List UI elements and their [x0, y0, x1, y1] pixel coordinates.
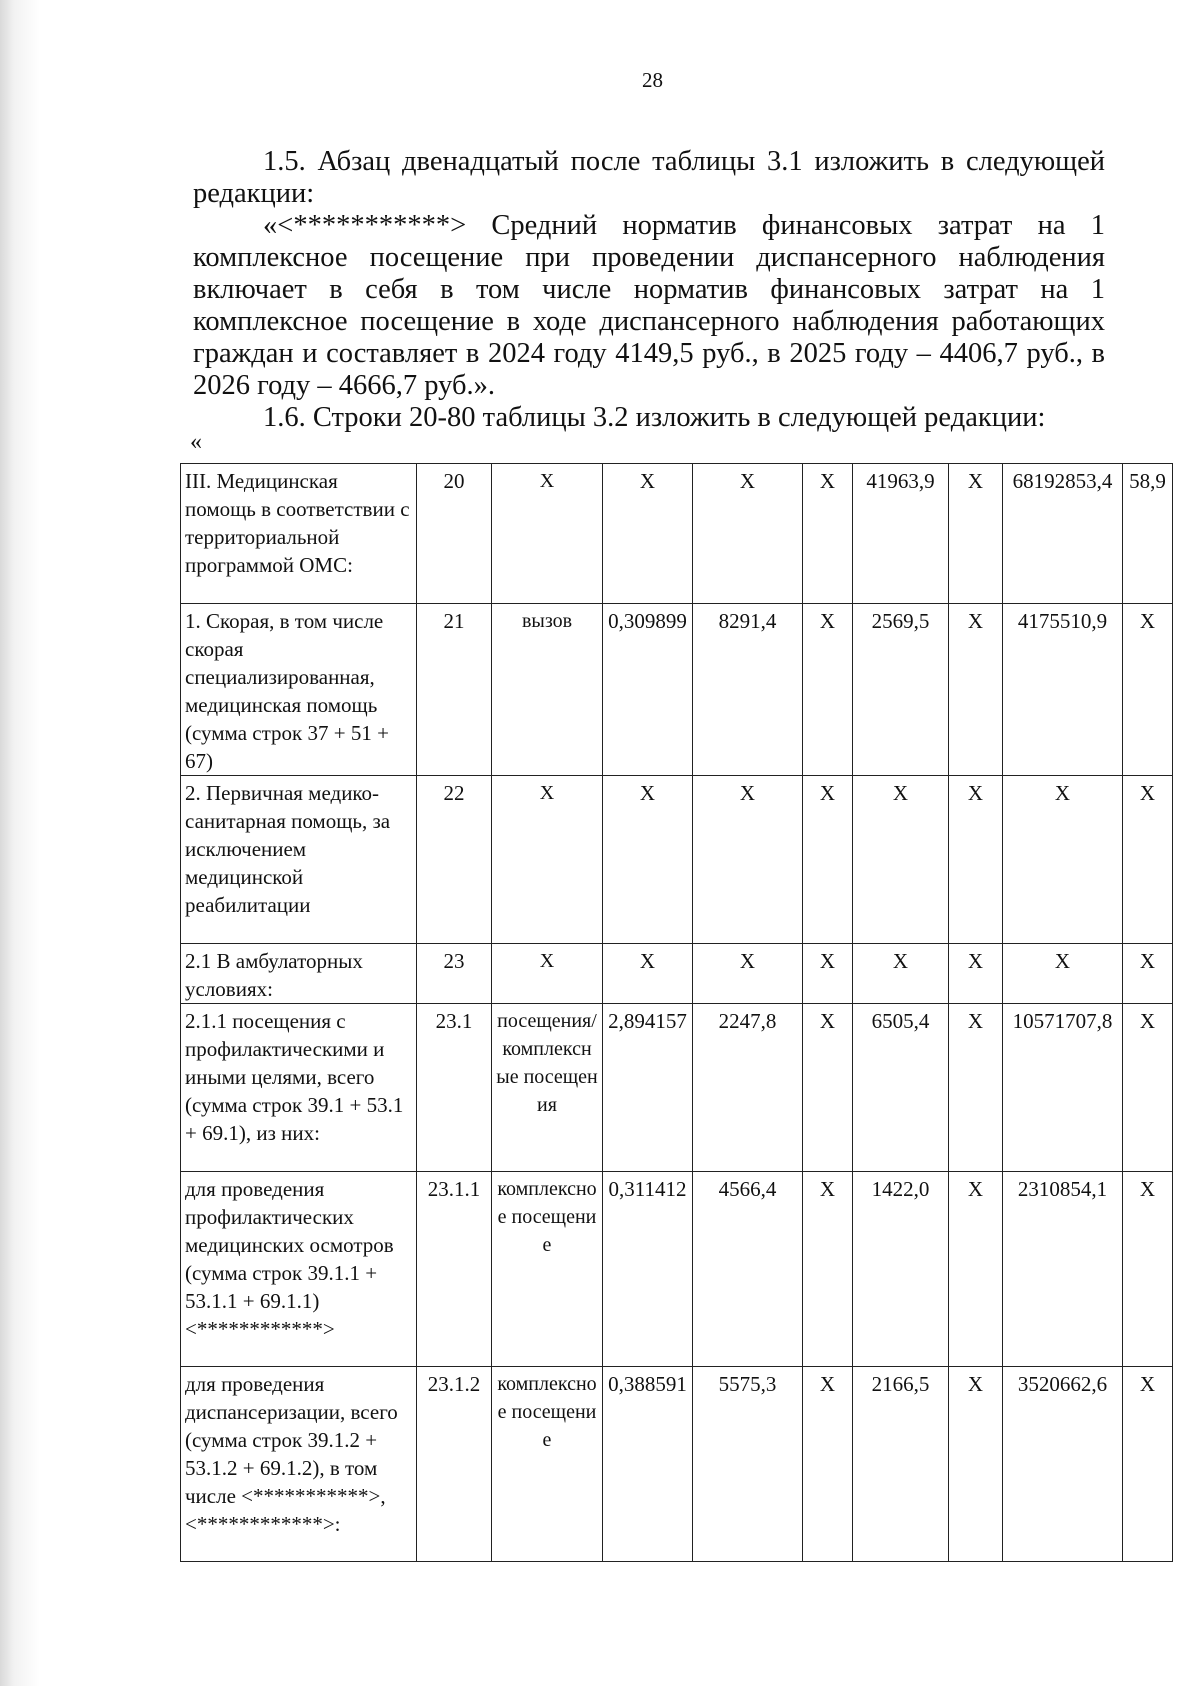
row-name-cell: 2.1 В амбулаторных условиях:: [181, 944, 417, 1004]
value-cell: Х: [803, 1367, 853, 1562]
table-3-2: [180, 463, 1173, 1562]
value-cell: 68192853,4: [1003, 464, 1123, 604]
value-cell: Х: [949, 1367, 1003, 1562]
value-cell: 6505,4: [853, 1004, 949, 1172]
value-cell: Х: [603, 464, 693, 604]
value-cell: Х: [949, 944, 1003, 1004]
value-cell: Х: [949, 464, 1003, 604]
value-cell: 0,309899: [603, 604, 693, 776]
value-cell: 58,9: [1123, 464, 1173, 604]
value-cell: 10571707,8: [1003, 1004, 1123, 1172]
value-cell: Х: [853, 776, 949, 944]
table-row: [181, 1004, 1173, 1172]
value-cell: Х: [693, 464, 803, 604]
value-cell: 4566,4: [693, 1172, 803, 1367]
document-body: [193, 146, 1105, 434]
value-cell: Х: [803, 604, 853, 776]
table-opening-quote: «: [190, 429, 202, 455]
value-cell: 5575,3: [693, 1367, 803, 1562]
value-cell: 2247,8: [693, 1004, 803, 1172]
value-cell: 2310854,1: [1003, 1172, 1123, 1367]
unit-cell: комплексное посещение: [492, 1367, 603, 1562]
table-row: [181, 944, 1173, 1004]
row-number-cell: 23.1: [417, 1004, 492, 1172]
value-cell: Х: [949, 1172, 1003, 1367]
row-number-cell: 23: [417, 944, 492, 1004]
row-name-cell: для проведения профилактических медицинских осмотров (сумма строк 39.1.1 + 53.1.1 + 69.1.1) <************>: [181, 1172, 417, 1367]
value-cell: Х: [693, 776, 803, 944]
value-cell: Х: [1123, 1172, 1173, 1367]
row-number-cell: 20: [417, 464, 492, 604]
row-name-cell: III. Медицинская помощь в соответствии с территориальной программой ОМС:: [181, 464, 417, 604]
unit-cell: комплексное посещение: [492, 1172, 603, 1367]
row-name-cell: 2. Первичная медико-санитарная помощь, за исключением медицинской реабилитации: [181, 776, 417, 944]
unit-cell: Х: [492, 776, 603, 944]
row-name-cell: 1. Скорая, в том числе скорая специализированная, медицинская помощь (сумма строк 37 + 51 + 67): [181, 604, 417, 776]
value-cell: 2569,5: [853, 604, 949, 776]
value-cell: 8291,4: [693, 604, 803, 776]
table-row: [181, 776, 1173, 944]
paragraph-footnote-text: «<***********> Средний норматив финансовых затрат на 1 комплексное посещение при проведении диспансерного наблюдения включает в себя в том числе норматив финансовых затрат на 1 комплексное посещение в ходе диспансерного наблюдения работающих граждан и составляет в 2024 году 4149,5 руб., в 2025 году – 4406,7 руб., в 2026 году – 4666,7 руб.».: [193, 210, 1105, 401]
unit-cell: Х: [492, 944, 603, 1004]
row-number-cell: 21: [417, 604, 492, 776]
row-number-cell: 23.1.2: [417, 1367, 492, 1562]
value-cell: Х: [693, 944, 803, 1004]
table-row: [181, 1172, 1173, 1367]
value-cell: Х: [603, 776, 693, 944]
value-cell: 0,388591: [603, 1367, 693, 1562]
value-cell: 2166,5: [853, 1367, 949, 1562]
value-cell: Х: [853, 944, 949, 1004]
value-cell: Х: [803, 944, 853, 1004]
value-cell: Х: [803, 1004, 853, 1172]
value-cell: Х: [603, 944, 693, 1004]
unit-cell: посещения/комплексные посещения: [492, 1004, 603, 1172]
value-cell: Х: [1003, 776, 1123, 944]
unit-cell: вызов: [492, 604, 603, 776]
page-number: 28: [642, 68, 663, 92]
row-name-cell: для проведения диспансеризации, всего (сумма строк 39.1.2 + 53.1.2 + 69.1.2), в том числе <***********>, <************>:: [181, 1367, 417, 1562]
paragraph-amendment-1-6: 1.6. Строки 20-80 таблицы 3.2 изложить в следующей редакции:: [263, 402, 1046, 433]
table-row: [181, 464, 1173, 604]
value-cell: Х: [1123, 776, 1173, 944]
value-cell: 3520662,6: [1003, 1367, 1123, 1562]
value-cell: 41963,9: [853, 464, 949, 604]
row-name-cell: 2.1.1 посещения с профилактическими и иными целями, всего (сумма строк 39.1 + 53.1 + 69.1), из них:: [181, 1004, 417, 1172]
value-cell: Х: [803, 1172, 853, 1367]
paragraph-amendment-1-5: 1.5. Абзац двенадцатый после таблицы 3.1 изложить в следующей редакции:: [193, 146, 1105, 209]
value-cell: 1422,0: [853, 1172, 949, 1367]
value-cell: 0,311412: [603, 1172, 693, 1367]
value-cell: Х: [949, 604, 1003, 776]
table-row: [181, 1367, 1173, 1562]
value-cell: Х: [1003, 944, 1123, 1004]
value-cell: Х: [1123, 1004, 1173, 1172]
row-number-cell: 22: [417, 776, 492, 944]
value-cell: Х: [1123, 944, 1173, 1004]
row-number-cell: 23.1.1: [417, 1172, 492, 1367]
unit-cell: Х: [492, 464, 603, 604]
value-cell: Х: [1123, 1367, 1173, 1562]
value-cell: Х: [803, 776, 853, 944]
scan-binding-edge: [0, 0, 40, 1686]
value-cell: Х: [1123, 604, 1173, 776]
value-cell: Х: [803, 464, 853, 604]
value-cell: Х: [949, 1004, 1003, 1172]
value-cell: 2,894157: [603, 1004, 693, 1172]
value-cell: 4175510,9: [1003, 604, 1123, 776]
table-row: [181, 604, 1173, 776]
value-cell: Х: [949, 776, 1003, 944]
